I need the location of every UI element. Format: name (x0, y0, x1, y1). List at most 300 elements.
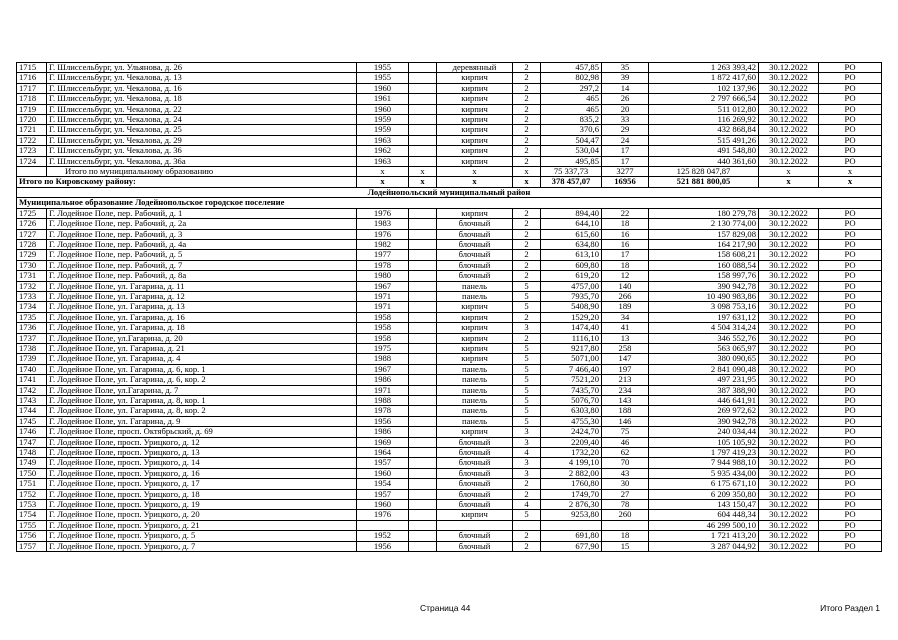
residents-cell: 13 (602, 333, 649, 343)
cost-cell: 1 797 419,23 (649, 448, 759, 458)
table-row (17, 375, 882, 385)
build-year-cell: 1960 (357, 104, 409, 114)
address-cell: Г. Шлиссельбург, ул. Чекалова, д. 25 (47, 125, 357, 135)
source-cell: РО (819, 239, 882, 249)
subtotal-area: 75 337,73 (541, 167, 602, 177)
row-number-cell: 1729 (17, 250, 47, 260)
residents-cell: 62 (602, 448, 649, 458)
table-row (17, 406, 882, 416)
source-cell: РО (819, 364, 882, 374)
floors-cell: 2 (513, 219, 541, 229)
wall-material-cell: кирпич (437, 146, 513, 156)
row-number-cell: 1744 (17, 406, 47, 416)
blank-column-cell (409, 427, 437, 437)
cost-cell: 143 150,47 (649, 500, 759, 510)
cost-cell: 10 490 983,86 (649, 291, 759, 301)
date-cell: 30.12.2022 (759, 437, 819, 447)
address-cell: Г. Шлиссельбург, ул. Чекалова, д. 13 (47, 73, 357, 83)
residents-cell: 14 (602, 83, 649, 93)
table-row (17, 250, 882, 260)
total-c3: x (409, 177, 437, 187)
floors-cell: 2 (513, 73, 541, 83)
blank-column-cell (409, 541, 437, 551)
wall-material-cell: блочный (437, 458, 513, 468)
table-row (17, 83, 882, 93)
residents-cell: 20 (602, 104, 649, 114)
area-cell: 9217,80 (541, 343, 602, 353)
cost-cell: 390 942,78 (649, 281, 759, 291)
area-cell: 2 882,00 (541, 468, 602, 478)
wall-material-cell: блочный (437, 468, 513, 478)
source-cell: РО (819, 385, 882, 395)
source-cell: РО (819, 260, 882, 270)
source-cell: РО (819, 323, 882, 333)
floors-cell: 3 (513, 458, 541, 468)
source-cell: РО (819, 219, 882, 229)
residents-cell: 260 (602, 510, 649, 520)
blank-column-cell (409, 510, 437, 520)
area-cell: 495,85 (541, 156, 602, 166)
residents-cell: 29 (602, 125, 649, 135)
date-cell: 30.12.2022 (759, 520, 819, 530)
wall-material-cell: блочный (437, 448, 513, 458)
blank-column-cell (409, 94, 437, 104)
housing-register-table (16, 62, 882, 552)
area-cell: 4757,00 (541, 281, 602, 291)
blank-column-cell (409, 239, 437, 249)
address-cell: Г. Лодейное Поле, просп. Урицкого, д. 17 (47, 479, 357, 489)
row-number-cell: 1738 (17, 343, 47, 353)
residents-cell: 75 (602, 427, 649, 437)
cost-cell: 164 217,90 (649, 239, 759, 249)
residents-cell (602, 520, 649, 530)
blank-column-cell (409, 250, 437, 260)
residents-cell: 33 (602, 115, 649, 125)
table-row (17, 541, 882, 551)
cost-cell: 7 944 988,10 (649, 458, 759, 468)
build-year-cell: 1956 (357, 416, 409, 426)
area-cell: 297,2 (541, 83, 602, 93)
date-cell: 30.12.2022 (759, 125, 819, 135)
build-year-cell: 1954 (357, 479, 409, 489)
build-year-cell: 1986 (357, 375, 409, 385)
district-total-label: Итого по Кировскому району: (17, 177, 357, 187)
date-cell: 30.12.2022 (759, 229, 819, 239)
table-row (17, 208, 882, 218)
floors-cell: 2 (513, 271, 541, 281)
row-number-cell: 1752 (17, 489, 47, 499)
date-cell: 30.12.2022 (759, 83, 819, 93)
address-cell: Г. Лодейное Поле, просп. Урицкого, д. 16 (47, 468, 357, 478)
total-material: x (437, 177, 513, 187)
table-row (17, 219, 882, 229)
subtotal-date: x (759, 167, 819, 177)
date-cell: 30.12.2022 (759, 94, 819, 104)
table-row (17, 520, 882, 530)
table-row (17, 458, 882, 468)
build-year-cell: 1980 (357, 271, 409, 281)
blank-column-cell (409, 375, 437, 385)
build-year-cell: 1959 (357, 125, 409, 135)
build-year-cell: 1958 (357, 323, 409, 333)
source-cell: РО (819, 135, 882, 145)
residents-cell: 140 (602, 281, 649, 291)
date-cell: 30.12.2022 (759, 302, 819, 312)
cost-cell: 446 641,91 (649, 396, 759, 406)
address-cell: Г. Шлиссельбург, ул. Чекалова, д. 36 (47, 146, 357, 156)
date-cell: 30.12.2022 (759, 500, 819, 510)
blank-column-cell (409, 302, 437, 312)
area-cell: 634,80 (541, 239, 602, 249)
address-cell: Г. Лодейное Поле, просп. Урицкого, д. 13 (47, 448, 357, 458)
wall-material-cell: блочный (437, 260, 513, 270)
residents-cell: 213 (602, 375, 649, 385)
residents-cell: 43 (602, 468, 649, 478)
area-cell: 457,85 (541, 63, 602, 73)
blank-column-cell (409, 343, 437, 353)
residents-cell: 26 (602, 94, 649, 104)
address-cell: Г. Лодейное Поле, ул. Гагарина, д. 8, кор. 2 (47, 406, 357, 416)
residents-cell: 41 (602, 323, 649, 333)
date-cell: 30.12.2022 (759, 468, 819, 478)
build-year-cell: 1978 (357, 260, 409, 270)
floors-cell: 2 (513, 312, 541, 322)
area-cell: 5071,00 (541, 354, 602, 364)
wall-material-cell: кирпич (437, 323, 513, 333)
source-cell: РО (819, 312, 882, 322)
date-cell: 30.12.2022 (759, 73, 819, 83)
total-source: x (819, 177, 882, 187)
table-row (17, 94, 882, 104)
address-cell: Г. Шлиссельбург, ул. Чекалова, д. 24 (47, 115, 357, 125)
area-cell (541, 520, 602, 530)
date-cell: 30.12.2022 (759, 541, 819, 551)
build-year-cell: 1958 (357, 312, 409, 322)
residents-cell: 143 (602, 396, 649, 406)
area-cell: 619,20 (541, 271, 602, 281)
subtotal-residents: 3277 (602, 167, 649, 177)
blank-column-cell (409, 312, 437, 322)
cost-cell: 515 491,26 (649, 135, 759, 145)
blank-column-cell (409, 260, 437, 270)
date-cell: 30.12.2022 (759, 489, 819, 499)
area-cell: 4 199,10 (541, 458, 602, 468)
source-cell: РО (819, 271, 882, 281)
cost-cell: 3 098 753,16 (649, 302, 759, 312)
address-cell: Г. Лодейное Поле, ул. Гагарина, д. 12 (47, 291, 357, 301)
table-row (17, 146, 882, 156)
address-cell: Г. Шлиссельбург, ул. Ульянова, д. 26 (47, 63, 357, 73)
floors-cell: 5 (513, 406, 541, 416)
floors-cell: 2 (513, 239, 541, 249)
table-body-lodeynopolsky (17, 208, 882, 551)
cost-cell: 390 942,78 (649, 416, 759, 426)
blank-column-cell (409, 458, 437, 468)
build-year-cell: 1978 (357, 406, 409, 416)
source-cell: РО (819, 104, 882, 114)
build-year-cell: 1961 (357, 94, 409, 104)
cost-cell: 380 090,65 (649, 354, 759, 364)
floors-cell: 2 (513, 94, 541, 104)
floors-cell: 5 (513, 510, 541, 520)
source-cell: РО (819, 468, 882, 478)
blank-column-cell (409, 385, 437, 395)
floors-cell: 2 (513, 104, 541, 114)
row-number-cell: 1732 (17, 281, 47, 291)
wall-material-cell: блочный (437, 489, 513, 499)
table-row (17, 63, 882, 73)
residents-cell: 70 (602, 458, 649, 468)
source-cell: РО (819, 281, 882, 291)
address-cell: Г. Лодейное Поле, пер. Рабочий, д. 1 (47, 208, 357, 218)
blank-column-cell (409, 104, 437, 114)
row-number-cell: 1750 (17, 468, 47, 478)
floors-cell: 2 (513, 479, 541, 489)
area-cell: 5076,70 (541, 396, 602, 406)
residents-cell: 197 (602, 364, 649, 374)
area-cell: 9253,80 (541, 510, 602, 520)
wall-material-cell: блочный (437, 229, 513, 239)
blank-column-cell (409, 281, 437, 291)
date-cell: 30.12.2022 (759, 406, 819, 416)
blank-column-cell (409, 291, 437, 301)
build-year-cell (357, 520, 409, 530)
wall-material-cell: панель (437, 364, 513, 374)
residents-cell: 147 (602, 354, 649, 364)
build-year-cell: 1988 (357, 354, 409, 364)
cost-cell: 4 504 314,24 (649, 323, 759, 333)
area-cell: 894,40 (541, 208, 602, 218)
area-cell: 1474,40 (541, 323, 602, 333)
cost-cell: 2 841 090,48 (649, 364, 759, 374)
table-row (17, 125, 882, 135)
row-number-cell: 1728 (17, 239, 47, 249)
floors-cell: 5 (513, 302, 541, 312)
table-row (17, 323, 882, 333)
wall-material-cell: блочный (437, 271, 513, 281)
build-year-cell: 1976 (357, 229, 409, 239)
cost-cell: 269 972,62 (649, 406, 759, 416)
wall-material-cell: блочный (437, 437, 513, 447)
wall-material-cell: кирпич (437, 510, 513, 520)
area-cell: 7435,70 (541, 385, 602, 395)
floors-cell: 5 (513, 364, 541, 374)
address-cell: Г. Лодейное Поле, просп. Урицкого, д. 14 (47, 458, 357, 468)
subtotal-year: x (357, 167, 409, 177)
subtotal-source: x (819, 167, 882, 177)
table-body-kirovsky (17, 63, 882, 167)
build-year-cell: 1971 (357, 291, 409, 301)
table-row (17, 291, 882, 301)
residents-cell: 18 (602, 260, 649, 270)
floors-cell: 2 (513, 333, 541, 343)
table-row (17, 416, 882, 426)
build-year-cell: 1982 (357, 239, 409, 249)
residents-cell: 16 (602, 239, 649, 249)
district-header-row (17, 187, 882, 197)
date-cell: 30.12.2022 (759, 312, 819, 322)
build-year-cell: 1964 (357, 448, 409, 458)
address-cell: Г. Лодейное Поле, просп. Урицкого, д. 5 (47, 531, 357, 541)
source-cell: РО (819, 229, 882, 239)
row-number-cell: 1747 (17, 437, 47, 447)
address-cell: Г. Лодейное Поле, просп. Октябрьский, д. 69 (47, 427, 357, 437)
row-number-cell: 1756 (17, 531, 47, 541)
address-cell: Г. Лодейное Поле, пер. Рабочий, д. 7 (47, 260, 357, 270)
build-year-cell: 1960 (357, 468, 409, 478)
source-cell: РО (819, 333, 882, 343)
row-number-cell: 1718 (17, 94, 47, 104)
residents-cell: 12 (602, 271, 649, 281)
source-cell: РО (819, 146, 882, 156)
subtotal-row (17, 167, 882, 177)
row-number-cell: 1740 (17, 364, 47, 374)
cost-cell: 5 935 434,00 (649, 468, 759, 478)
table-row (17, 239, 882, 249)
table-row (17, 396, 882, 406)
source-cell: РО (819, 302, 882, 312)
date-cell: 30.12.2022 (759, 354, 819, 364)
table-row (17, 281, 882, 291)
blank-column-cell (409, 468, 437, 478)
row-number-cell: 1724 (17, 156, 47, 166)
source-cell: РО (819, 489, 882, 499)
floors-cell: 4 (513, 500, 541, 510)
source-cell: РО (819, 520, 882, 530)
table-row (17, 500, 882, 510)
cost-cell: 491 548,80 (649, 146, 759, 156)
address-cell: Г. Лодейное Поле, ул.Гагарина, д. 7 (47, 385, 357, 395)
date-cell: 30.12.2022 (759, 458, 819, 468)
build-year-cell: 1975 (357, 343, 409, 353)
floors-cell: 2 (513, 83, 541, 93)
blank-column-cell (409, 125, 437, 135)
cost-cell: 158 997,76 (649, 271, 759, 281)
address-cell: Г. Лодейное Поле, ул.Гагарина, д. 20 (47, 333, 357, 343)
source-cell: РО (819, 427, 882, 437)
build-year-cell: 1962 (357, 146, 409, 156)
page-number: Страница 44 (420, 603, 471, 613)
area-cell: 370,6 (541, 125, 602, 135)
table-row (17, 531, 882, 541)
source-cell: РО (819, 115, 882, 125)
date-cell: 30.12.2022 (759, 427, 819, 437)
address-cell: Г. Шлиссельбург, ул. Чекалова, д. 36а (47, 156, 357, 166)
wall-material-cell: панель (437, 291, 513, 301)
build-year-cell: 1971 (357, 385, 409, 395)
date-cell: 30.12.2022 (759, 135, 819, 145)
row-number-cell: 1722 (17, 135, 47, 145)
row-number-cell: 1741 (17, 375, 47, 385)
address-cell: Г. Лодейное Поле, ул. Гагарина, д. 6, кор. 1 (47, 364, 357, 374)
cost-cell: 6 175 671,10 (649, 479, 759, 489)
table-row (17, 468, 882, 478)
source-cell: РО (819, 541, 882, 551)
table-row (17, 135, 882, 145)
cost-cell: 563 065,97 (649, 343, 759, 353)
row-number-cell: 1748 (17, 448, 47, 458)
build-year-cell: 1952 (357, 531, 409, 541)
blank-column-cell (409, 489, 437, 499)
row-number-cell: 1717 (17, 83, 47, 93)
blank-column-cell (409, 73, 437, 83)
cost-cell: 387 388,90 (649, 385, 759, 395)
area-cell: 613,10 (541, 250, 602, 260)
build-year-cell: 1959 (357, 115, 409, 125)
table-row (17, 510, 882, 520)
residents-cell: 146 (602, 416, 649, 426)
area-cell: 1116,10 (541, 333, 602, 343)
wall-material-cell: блочный (437, 479, 513, 489)
row-number-cell: 1721 (17, 125, 47, 135)
source-cell: РО (819, 406, 882, 416)
wall-material-cell: панель (437, 375, 513, 385)
residents-cell: 46 (602, 437, 649, 447)
address-cell: Г. Лодейное Поле, ул. Гагарина, д. 16 (47, 312, 357, 322)
source-cell: РО (819, 83, 882, 93)
address-cell: Г. Лодейное Поле, ул. Гагарина, д. 8, кор. 1 (47, 396, 357, 406)
area-cell: 4755,30 (541, 416, 602, 426)
source-cell: РО (819, 416, 882, 426)
date-cell: 30.12.2022 (759, 156, 819, 166)
date-cell: 30.12.2022 (759, 375, 819, 385)
table-row (17, 302, 882, 312)
table-row (17, 354, 882, 364)
address-cell: Г. Лодейное Поле, ул. Гагарина, д. 4 (47, 354, 357, 364)
row-number-cell: 1719 (17, 104, 47, 114)
source-cell: РО (819, 448, 882, 458)
table-row (17, 333, 882, 343)
build-year-cell: 1957 (357, 458, 409, 468)
date-cell: 30.12.2022 (759, 323, 819, 333)
source-cell: РО (819, 531, 882, 541)
cost-cell: 46 299 500,10 (649, 520, 759, 530)
source-cell: РО (819, 500, 882, 510)
source-cell: РО (819, 479, 882, 489)
cost-cell: 2 797 666,54 (649, 94, 759, 104)
wall-material-cell: кирпич (437, 94, 513, 104)
cost-cell: 240 034,44 (649, 427, 759, 437)
blank-column-cell (409, 416, 437, 426)
source-cell: РО (819, 437, 882, 447)
area-cell: 504,47 (541, 135, 602, 145)
floors-cell: 2 (513, 260, 541, 270)
floors-cell: 3 (513, 323, 541, 333)
cost-cell: 158 608,21 (649, 250, 759, 260)
floors-cell: 5 (513, 375, 541, 385)
build-year-cell: 1960 (357, 500, 409, 510)
row-number-cell: 1739 (17, 354, 47, 364)
wall-material-cell: блочный (437, 219, 513, 229)
build-year-cell: 1963 (357, 135, 409, 145)
floors-cell: 2 (513, 229, 541, 239)
subtotal-material: x (437, 167, 513, 177)
table-row (17, 343, 882, 353)
cost-cell: 1 263 393,42 (649, 63, 759, 73)
blank-column-cell (409, 500, 437, 510)
floors-cell: 3 (513, 468, 541, 478)
build-year-cell: 1963 (357, 156, 409, 166)
address-cell: Г. Лодейное Поле, просп. Урицкого, д. 20 (47, 510, 357, 520)
total-residents: 16956 (602, 177, 649, 187)
table-row (17, 312, 882, 322)
wall-material-cell: кирпич (437, 343, 513, 353)
wall-material-cell: кирпич (437, 302, 513, 312)
build-year-cell: 1976 (357, 208, 409, 218)
residents-cell: 189 (602, 302, 649, 312)
wall-material-cell: панель (437, 385, 513, 395)
floors-cell: 5 (513, 385, 541, 395)
